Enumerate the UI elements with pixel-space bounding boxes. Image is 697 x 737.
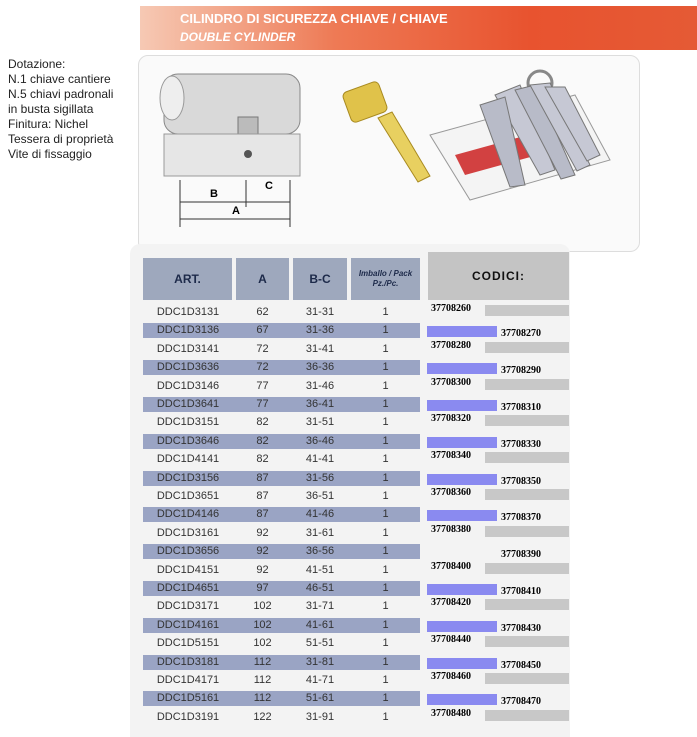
code-number: 37708380	[431, 524, 471, 535]
dim-label-a: A	[232, 205, 240, 217]
cell-a: 112	[253, 674, 272, 686]
cell-bc: 41-71	[305, 674, 335, 686]
cell-bc: 41-61	[305, 619, 335, 631]
code-number: 37708460	[431, 671, 471, 682]
cell-a: 102	[253, 619, 272, 631]
table-row	[143, 599, 420, 614]
barcode	[427, 658, 497, 669]
table-row	[143, 305, 420, 320]
code-number: 37708430	[501, 623, 541, 634]
cell-a: 102	[253, 600, 272, 612]
cell-pack: 1	[382, 545, 389, 557]
cell-a: 102	[253, 637, 272, 649]
barcode	[427, 400, 497, 411]
cell-pack: 1	[382, 564, 389, 576]
cell-a: 77	[256, 380, 269, 392]
cell-a: 97	[256, 582, 269, 594]
cell-pack: 1	[382, 600, 389, 612]
code-number: 37708300	[431, 377, 471, 388]
cell-a: 112	[253, 656, 272, 668]
barcode	[485, 379, 569, 390]
table-row	[143, 342, 420, 357]
code-number: 37708290	[501, 365, 541, 376]
cell-art: DDC1D3161	[156, 527, 220, 539]
cell-a: 72	[256, 343, 269, 355]
cell-pack: 1	[382, 711, 389, 723]
cell-art: DDC1D3156	[156, 472, 220, 484]
cell-pack: 1	[382, 656, 389, 668]
spec-line: N.1 chiave cantiere	[8, 72, 111, 86]
code-number: 37708320	[431, 413, 471, 424]
cell-bc: 36-36	[305, 361, 335, 373]
cell-a: 87	[256, 508, 269, 520]
barcode	[485, 599, 569, 610]
header-pack-line2: Pz./Pc.	[372, 279, 399, 288]
cell-pack: 1	[382, 398, 389, 410]
cell-art: DDC1D3656	[156, 545, 220, 557]
code-number: 37708330	[501, 439, 541, 450]
table-row	[143, 563, 420, 578]
cell-bc: 31-71	[305, 600, 335, 612]
page-subtitle: DOUBLE CYLINDER	[180, 30, 296, 44]
cell-pack: 1	[382, 343, 389, 355]
cell-art: DDC1D4161	[156, 619, 220, 631]
header-pack	[351, 258, 420, 300]
barcode	[485, 673, 569, 684]
cell-bc: 41-46	[305, 508, 335, 520]
code-number: 37708370	[501, 512, 541, 523]
table-row	[143, 673, 420, 688]
barcode	[427, 437, 497, 448]
table-row	[143, 618, 420, 633]
header-pack-line1: Imballo / Pack	[358, 269, 413, 278]
table-row	[143, 415, 420, 430]
barcode	[427, 694, 497, 705]
code-number: 37708480	[431, 708, 471, 719]
cell-bc: 31-91	[305, 711, 335, 723]
cell-a: 92	[256, 545, 269, 557]
table-row	[143, 323, 420, 338]
code-number: 37708420	[431, 597, 471, 608]
code-number: 37708310	[501, 402, 541, 413]
barcode	[485, 526, 569, 537]
barcode	[485, 710, 569, 721]
cell-bc: 31-46	[305, 380, 335, 392]
table-row	[143, 581, 420, 596]
cell-art: DDC1D3636	[156, 361, 220, 373]
barcode	[485, 452, 569, 463]
barcode	[485, 342, 569, 353]
barcode	[427, 584, 497, 595]
cell-pack: 1	[382, 472, 389, 484]
cell-art: DDC1D3181	[156, 656, 220, 668]
cell-bc: 36-46	[305, 435, 335, 447]
table-row	[143, 526, 420, 541]
cylinder-diagram	[150, 62, 310, 237]
table-row	[143, 507, 420, 522]
cell-art: DDC1D4141	[156, 453, 220, 465]
barcode	[485, 305, 569, 316]
table-row	[143, 397, 420, 412]
cell-bc: 46-51	[305, 582, 335, 594]
cell-pack: 1	[382, 324, 389, 336]
barcode	[485, 489, 569, 500]
cell-bc: 31-61	[305, 527, 335, 539]
cell-bc: 51-61	[305, 692, 335, 704]
header-bc: B-C	[293, 258, 347, 300]
cell-art: DDC1D4651	[156, 582, 220, 594]
cell-bc: 36-41	[305, 398, 335, 410]
cell-a: 77	[256, 398, 269, 410]
cell-a: 92	[256, 564, 269, 576]
cell-art: DDC1D3641	[156, 398, 220, 410]
table-row	[143, 434, 420, 449]
spec-line: Vite di fissaggio	[8, 147, 92, 161]
cell-pack: 1	[382, 490, 389, 502]
code-number: 37708470	[501, 696, 541, 707]
table-row	[143, 710, 420, 725]
cell-art: DDC1D3151	[156, 416, 220, 428]
barcode	[427, 363, 497, 374]
table-row	[143, 471, 420, 486]
cell-bc: 36-51	[305, 490, 335, 502]
code-number: 37708440	[431, 634, 471, 645]
cell-pack: 1	[382, 361, 389, 373]
cell-art: DDC1D3146	[156, 380, 220, 392]
cell-pack: 1	[382, 692, 389, 704]
cell-bc: 31-51	[305, 416, 335, 428]
cell-art: DDC1D5151	[156, 637, 220, 649]
cell-bc: 41-41	[305, 453, 335, 465]
cell-art: DDC1D3136	[156, 324, 220, 336]
barcode	[485, 415, 569, 426]
dim-label-c: C	[265, 180, 273, 192]
table-row	[143, 636, 420, 651]
cell-bc: 36-56	[305, 545, 335, 557]
cell-pack: 1	[382, 619, 389, 631]
barcode	[427, 474, 497, 485]
cell-art: DDC1D3171	[156, 600, 220, 612]
cell-pack: 1	[382, 453, 389, 465]
cell-a: 67	[256, 324, 269, 336]
cell-bc: 31-36	[305, 324, 335, 336]
code-number: 37708410	[501, 586, 541, 597]
cell-pack: 1	[382, 527, 389, 539]
cylinder-lower	[164, 134, 300, 176]
cell-pack: 1	[382, 674, 389, 686]
code-number: 37708400	[431, 561, 471, 572]
cell-bc: 31-41	[305, 343, 335, 355]
cell-pack: 1	[382, 380, 389, 392]
page-title: CILINDRO DI SICUREZZA CHIAVE / CHIAVE	[180, 11, 448, 26]
table-row	[143, 691, 420, 706]
table-row	[143, 452, 420, 467]
code-number: 37708340	[431, 450, 471, 461]
table-row	[143, 655, 420, 670]
cell-art: DDC1D3141	[156, 343, 220, 355]
code-number: 37708260	[431, 303, 471, 314]
cell-a: 92	[256, 527, 269, 539]
cell-art: DDC1D3191	[156, 711, 220, 723]
dim-label-b: B	[210, 188, 218, 200]
table-row	[143, 544, 420, 559]
cell-art: DDC1D3646	[156, 435, 220, 447]
cell-pack: 1	[382, 416, 389, 428]
cell-bc: 31-81	[305, 656, 335, 668]
table-row	[143, 489, 420, 504]
cylinder-body	[164, 74, 300, 134]
barcode	[485, 636, 569, 647]
header-codici: CODICI:	[428, 252, 569, 300]
spec-line: Tessera di proprietà	[8, 132, 114, 146]
code-number: 37708360	[431, 487, 471, 498]
cell-a: 112	[253, 692, 272, 704]
cell-a: 72	[256, 361, 269, 373]
cell-a: 82	[256, 416, 269, 428]
cell-bc: 41-51	[305, 564, 335, 576]
cell-a: 62	[256, 306, 269, 318]
table-row	[143, 379, 420, 394]
cell-a: 122	[253, 711, 272, 723]
cell-a: 87	[256, 472, 269, 484]
spec-line: Finitura: Nichel	[8, 117, 89, 131]
cell-art: DDC1D3131	[156, 306, 220, 318]
cell-a: 82	[256, 435, 269, 447]
cylinder-face	[160, 76, 184, 120]
code-number: 37708450	[501, 660, 541, 671]
cell-pack: 1	[382, 582, 389, 594]
spec-line: in busta sigillata	[8, 102, 94, 116]
code-number: 37708350	[501, 476, 541, 487]
title-banner	[140, 6, 697, 50]
cell-pack: 1	[382, 306, 389, 318]
cell-art: DDC1D5161	[156, 692, 220, 704]
cell-art: DDC1D3651	[156, 490, 220, 502]
barcode	[427, 621, 497, 632]
barcode	[427, 510, 497, 521]
cell-pack: 1	[382, 637, 389, 649]
spec-line: Dotazione:	[8, 57, 66, 71]
keys-and-card-illustration	[425, 65, 615, 205]
cell-bc: 51-51	[305, 637, 335, 649]
cell-art: DDC1D4151	[156, 564, 220, 576]
barcode	[485, 563, 569, 574]
cell-art: DDC1D4146	[156, 508, 220, 520]
spec-line: N.5 chiavi padronali	[8, 87, 114, 101]
code-number: 37708390	[501, 549, 541, 560]
screw-hole	[244, 150, 252, 158]
cell-a: 87	[256, 490, 269, 502]
product-specs	[8, 57, 113, 162]
header-a: A	[236, 258, 289, 300]
cell-bc: 31-31	[305, 306, 335, 318]
key-blade	[378, 112, 430, 182]
gold-key-illustration	[338, 78, 438, 188]
cell-bc: 31-56	[305, 472, 335, 484]
cell-pack: 1	[382, 508, 389, 520]
code-number: 37708280	[431, 340, 471, 351]
cell-pack: 1	[382, 435, 389, 447]
cell-art: DDC1D4171	[156, 674, 220, 686]
barcode	[427, 326, 497, 337]
code-number: 37708270	[501, 328, 541, 339]
cell-a: 82	[256, 453, 269, 465]
table-row	[143, 360, 420, 375]
header-art: ART.	[143, 258, 232, 300]
